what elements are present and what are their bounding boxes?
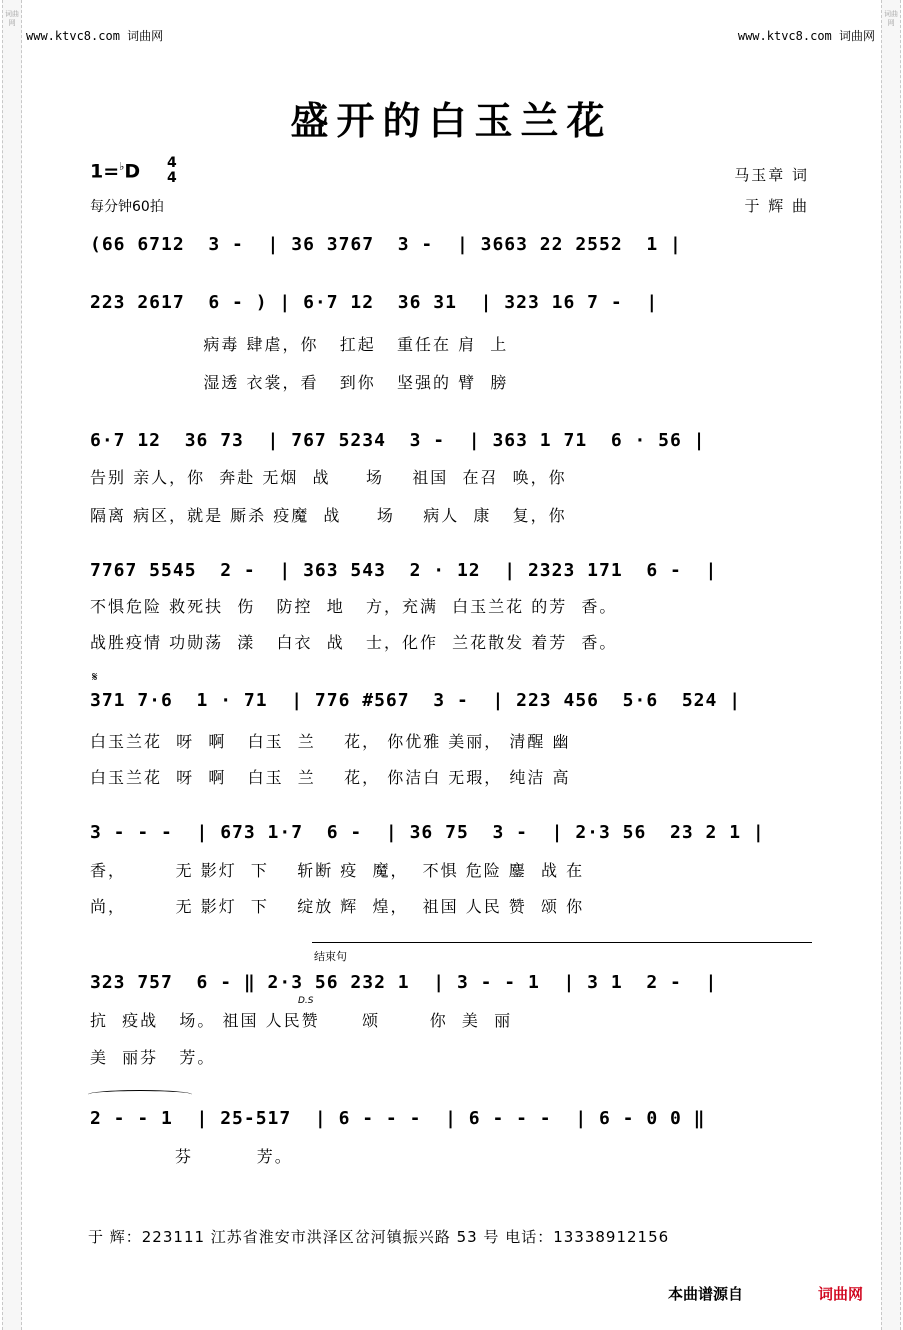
tempo-marking: 每分钟60拍 <box>90 199 164 215</box>
score-line-6: 3 - - - | 673 1·7 6 - | 36 75 3 - | 2·3 56 23 2 1 | <box>90 822 765 843</box>
lyrics-line-7-verse-1: 抗 疫战 场。 祖国 人民赞 颂 你 美 丽 <box>90 1011 513 1030</box>
side-mark: 词曲网 <box>5 10 19 27</box>
lyrics-line-6-verse-1: 香， 无 影灯 下 斩断 疫 魔， 不惧 危险 鏖 战 在 <box>90 861 585 880</box>
site-url-left[interactable]: www.ktvc8.com 词曲网 <box>26 29 164 43</box>
lyrics-line-5-verse-2: 白玉兰花 呀 啊 白玉 兰 花， 你洁白 无瑕， 纯洁 高 <box>90 768 571 787</box>
lyrics-line-3-verse-1: 告别 亲人，你 奔赴 无烟 战 场 祖国 在召 唤，你 <box>90 468 567 487</box>
lyrics-line-4-verse-2: 战胜疫情 功勋荡 漾 白衣 战 士，化作 兰花散发 着芳 香。 <box>90 633 618 652</box>
right-watermark-strip <box>881 0 901 1330</box>
lyrics-line-2-verse-1: 病毒 肆虐，你 扛起 重任在 肩 上 <box>90 335 509 354</box>
time-top: 4 <box>167 155 177 171</box>
time-bottom: 4 <box>167 170 177 186</box>
lyrics-line-3-verse-2: 隔离 病区，就是 厮杀 疫魔 战 场 病人 康 复，你 <box>90 506 567 525</box>
left-watermark-strip <box>2 0 22 1330</box>
score-line-3: 6·7 12 36 73 | 767 5234 3 - | 363 1 71 6 · 56 | <box>90 430 706 451</box>
score-line-1: (66 6712 3 - | 36 3767 3 - | 3663 22 2552 1 | <box>90 234 682 255</box>
score-line-5: 371 7·6 1 · 71 | 776 #567 3 - | 223 456 5·6 524 | <box>90 690 742 711</box>
flat-sign: ♭ <box>119 160 125 173</box>
brand-logo-text[interactable]: 词曲网 <box>818 1285 864 1303</box>
lyrics-line-8-verse-1: 芬 芳。 <box>90 1147 293 1166</box>
score-line-7: 323 757 6 - ‖ 2·3 56 232 1 | 3 - - 1 | 3 1 2 - | <box>90 972 718 993</box>
song-title: 盛开的白玉兰花 <box>290 98 613 143</box>
score-line-2: 223 2617 6 - ) | 6·7 12 36 31 | 323 16 7 - | <box>90 292 659 313</box>
lyrics-line-2-verse-2: 湿透 衣裳，看 到你 坚强的 臂 膀 <box>90 373 509 392</box>
lyrics-line-5-verse-1: 白玉兰花 呀 啊 白玉 兰 花， 你优雅 美丽， 清醒 幽 <box>90 732 571 751</box>
ending-bracket <box>312 942 812 943</box>
key-signature <box>90 160 140 182</box>
key-note: D <box>124 160 141 183</box>
tie-mark <box>88 1090 192 1099</box>
segno-mark: 𝄋 <box>92 670 98 685</box>
source-label: 本曲谱源自 <box>668 1285 744 1303</box>
ending-label: 结束句 <box>314 950 347 963</box>
lyrics-line-4-verse-1: 不惧危险 救死扶 伤 防控 地 方，充满 白玉兰花 的芳 香。 <box>90 597 618 616</box>
composer-credit: 于 辉 曲 <box>744 197 809 215</box>
lyrics-line-7-verse-2: 美 丽芬 芳。 <box>90 1048 216 1067</box>
side-mark: 词曲网 <box>884 10 898 27</box>
site-url-right[interactable]: www.ktvc8.com 词曲网 <box>737 29 875 43</box>
lyricist-credit: 马玉章 词 <box>734 166 809 184</box>
score-line-4: 7767 5545 2 - | 363 543 2 · 12 | 2323 171 6 - | <box>90 560 718 581</box>
lyrics-line-6-verse-2: 尚， 无 影灯 下 绽放 辉 煌， 祖国 人民 赞 颂 你 <box>90 897 585 916</box>
time-signature <box>167 156 177 186</box>
ds-mark: D.S <box>298 996 314 1006</box>
composer-contact: 于 辉：223111 江苏省淮安市洪泽区岔河镇振兴路 53 号 电话：13338912156 <box>88 1228 670 1246</box>
score-line-8: 2 - - 1 | 25-517 | 6 - - - | 6 - - - | 6 - 0 0 ‖ <box>90 1108 706 1129</box>
key-prefix: 1= <box>90 160 120 183</box>
